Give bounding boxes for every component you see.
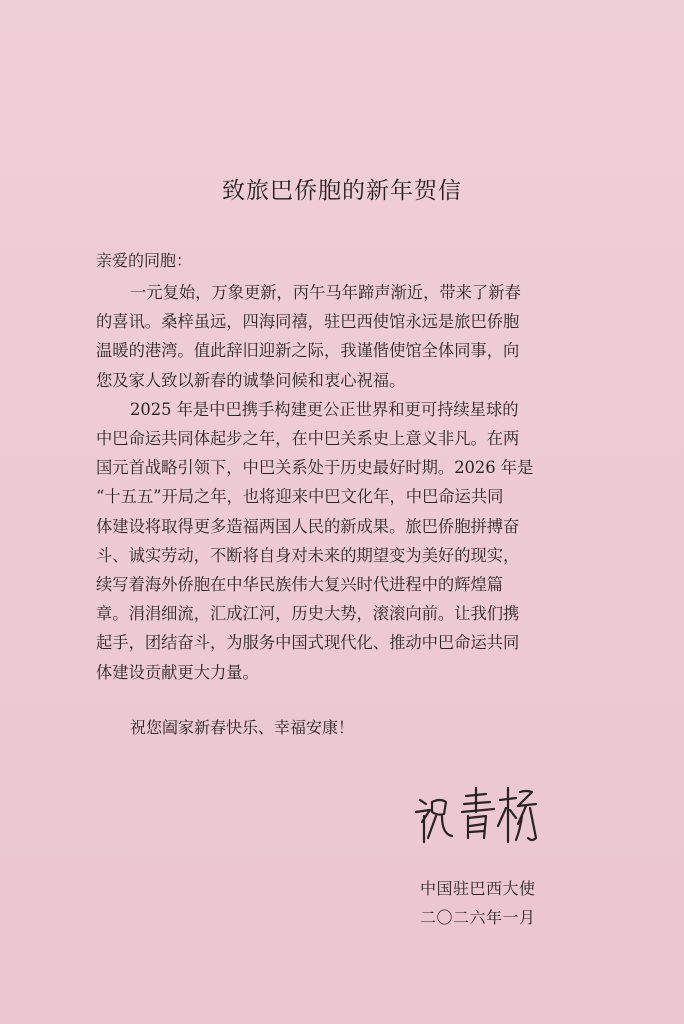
paragraph-line: 温暖的港湾。值此辞旧迎新之际，我谨偕使馆全体同事，向 bbox=[96, 341, 520, 361]
paragraph-line: 您及家人致以新春的诚挚问候和衷心祝福。 bbox=[96, 370, 406, 390]
paragraph-line: 中巴命运共同体起步之年，在中巴关系史上意义非凡。在两 bbox=[96, 429, 520, 449]
handwritten-signature bbox=[412, 782, 542, 852]
paragraph-line: 2025 年是中巴携手构建更公正世界和更可持续星球的 bbox=[130, 399, 519, 419]
paragraph-line: 的喜讯。桑梓虽远，四海同禧，驻巴西使馆永远是旅巴侨胞 bbox=[96, 312, 520, 332]
signer-title: 中国驻巴西大使 bbox=[420, 879, 536, 898]
paragraph-line: 一元复始，万象更新，丙午马年蹄声渐近，带来了新春 bbox=[130, 283, 521, 302]
letter-title: 致旅巴侨胞的新年贺信 bbox=[222, 178, 462, 204]
letter-closing: 祝您阖家新春快乐、幸福安康！ bbox=[130, 718, 355, 737]
paragraph-line: 起手，团结奋斗，为服务中国式现代化、推动中巴命运共同 bbox=[96, 633, 520, 653]
paragraph-line: 体建设贡献更大力量。 bbox=[96, 662, 259, 682]
letter-greeting: 亲爱的同胞： bbox=[96, 251, 193, 270]
paragraph-line: 续写着海外侨胞在中华民族伟大复兴时代进程中的辉煌篇 bbox=[96, 575, 504, 595]
letter-date: 二〇二六年一月 bbox=[420, 908, 536, 927]
paragraph-line: 斗、诚实劳动，不断将自身对未来的期望变为美好的现实， bbox=[96, 545, 520, 565]
letter-body bbox=[96, 278, 584, 687]
paragraph-line: 国元首战略引领下，中巴关系处于历史最好时期。2026 年是 bbox=[96, 458, 534, 478]
paragraph-line: 章。涓涓细流，汇成江河，历史大势，滚滚向前。让我们携 bbox=[96, 604, 520, 624]
paragraph-1 bbox=[96, 278, 584, 395]
paragraph-line: “十五五”开局之年，也将迎来中巴文化年，中巴命运共同 bbox=[96, 487, 504, 507]
paragraph-line: 体建设将取得更多造福两国人民的新成果。旅巴侨胞拼搏奋 bbox=[96, 516, 520, 536]
paragraph-2 bbox=[96, 395, 584, 687]
